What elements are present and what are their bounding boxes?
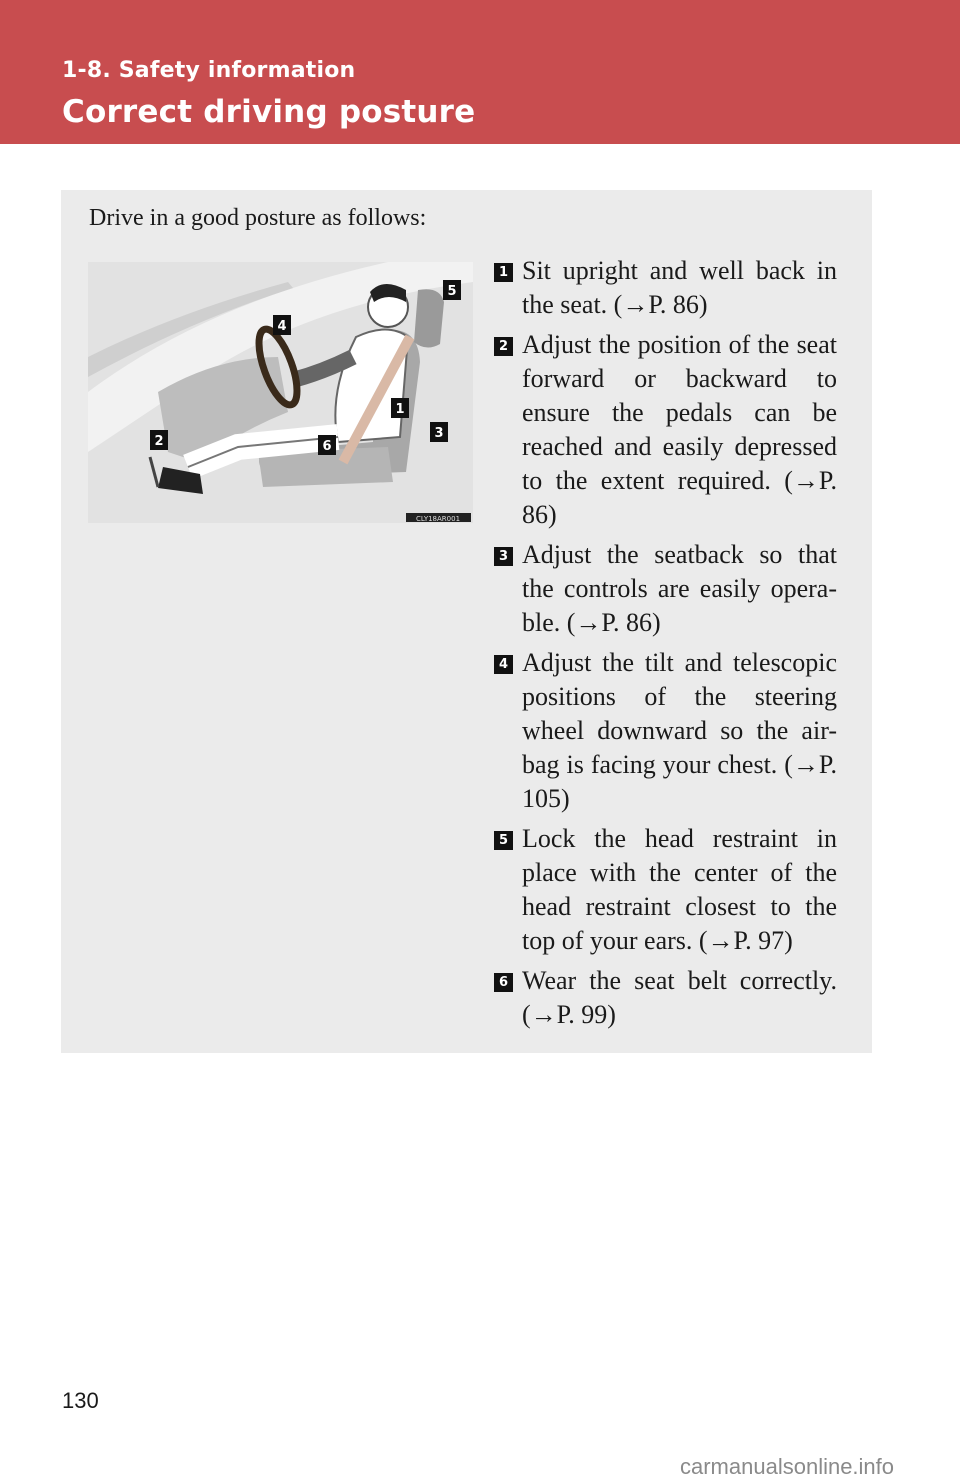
pedal-shape xyxy=(150,457,158,487)
page-number: 130 xyxy=(62,1388,99,1413)
svg-text:4: 4 xyxy=(277,319,287,334)
figure-marker-4 xyxy=(273,315,291,335)
posture-steps-list xyxy=(493,254,837,1038)
figure-marker-5 xyxy=(443,280,461,300)
figure-marker-2 xyxy=(150,430,168,450)
svg-text:3: 3 xyxy=(434,426,444,441)
step-number-badge: 3 xyxy=(494,547,513,566)
intro-text: Drive in a good posture as follows: xyxy=(89,205,427,231)
chapter-header xyxy=(0,0,960,144)
figure-marker-1 xyxy=(391,398,409,418)
svg-text:5: 5 xyxy=(447,284,457,299)
list-item xyxy=(493,646,837,816)
step-text: Sit upright and well back in the seat. (→P. 86) xyxy=(522,256,837,319)
step-number-badge: 2 xyxy=(494,337,513,356)
step-text: Adjust the tilt and telescopic positions of the steering wheel downward so the air-bag is facing your chest. (→P. 105) xyxy=(522,648,837,813)
page-title: Correct driving posture xyxy=(62,94,476,130)
svg-text:1: 1 xyxy=(395,402,405,417)
list-item xyxy=(493,538,837,640)
list-item xyxy=(493,328,837,532)
svg-text:2: 2 xyxy=(154,434,164,449)
step-number-badge: 5 xyxy=(494,831,513,850)
driving-posture-illustration xyxy=(88,262,473,523)
step-number-badge: 4 xyxy=(494,655,513,674)
driver-torso-shape xyxy=(335,330,408,443)
step-number-badge: 1 xyxy=(494,263,513,282)
list-item xyxy=(493,964,837,1032)
list-item xyxy=(493,822,837,958)
svg-text:6: 6 xyxy=(322,439,332,454)
step-text: Adjust the seatback so that the controls are easily opera-ble. (→P. 86) xyxy=(522,540,837,637)
step-text: Wear the seat belt correctly. (→P. 99) xyxy=(522,966,837,1029)
figure-marker-6 xyxy=(318,435,336,455)
figure-marker-3 xyxy=(430,422,448,442)
list-item xyxy=(493,254,837,322)
step-text: Lock the head restraint in place with the center of the head restraint closest to the top of your ears. (→P. 97) xyxy=(522,824,837,955)
step-text: Adjust the position of the seat forward or backward to ensure the pedals can be reached and easily depressed to the extent required. (→P. 86) xyxy=(522,330,837,529)
watermark-text: carmanualsonline.info xyxy=(680,1454,895,1479)
step-number-badge: 6 xyxy=(494,973,513,992)
section-label: 1-8. Safety information xyxy=(62,58,356,83)
posture-drawing xyxy=(88,262,473,523)
head-restraint-shape xyxy=(414,289,444,347)
figure-code: CLY18AR001 xyxy=(415,515,461,523)
